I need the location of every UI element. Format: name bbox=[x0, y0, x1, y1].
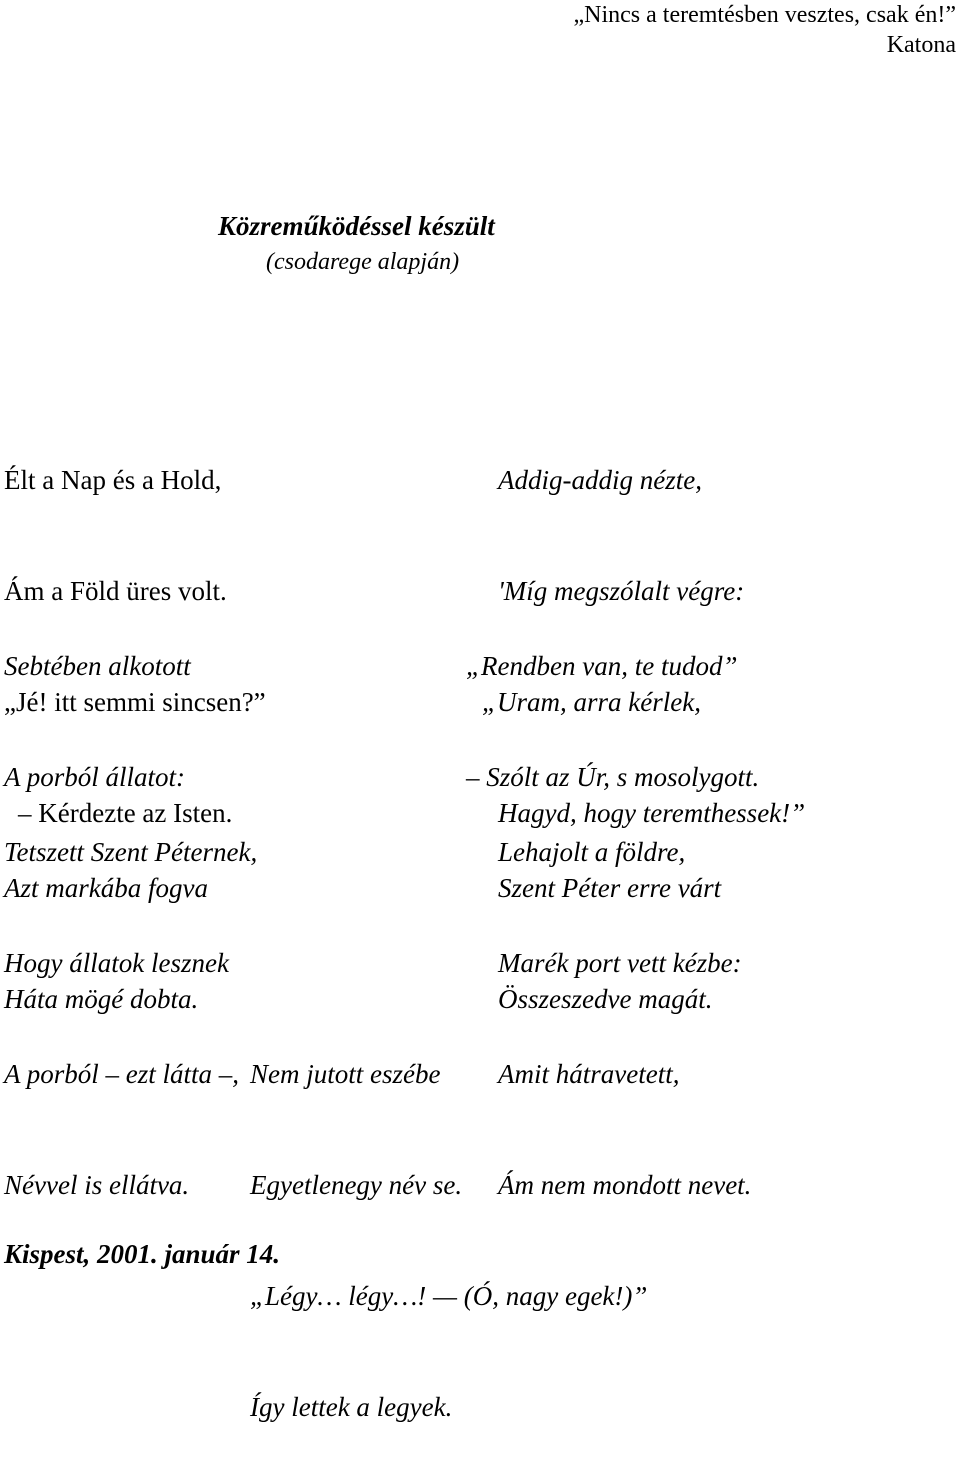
poem-line: Nem jutott eszébe bbox=[250, 1059, 441, 1089]
poem-line: Hogy állatok lesznek bbox=[4, 948, 229, 978]
poem-line: „Jé! itt semmi sincsen?” bbox=[4, 687, 266, 717]
poem-line: – Kérdezte az Isten. bbox=[18, 798, 233, 828]
poem-line: Egyetlenegy név se. bbox=[250, 1170, 463, 1200]
poem-line: Összeszedve magát. bbox=[498, 984, 713, 1014]
poem-line: Ám a Föld üres volt. bbox=[4, 576, 227, 606]
poem-line: „Uram, arra kérlek, bbox=[482, 687, 701, 717]
poem-line: Hagyd, hogy teremthessek!” bbox=[498, 798, 806, 828]
poem-line: – Szólt az Úr, s mosolygott. bbox=[466, 762, 760, 792]
poem-line: Addig-addig nézte, bbox=[498, 465, 702, 495]
poem-line: Szent Péter erre várt bbox=[498, 873, 722, 903]
poem-line: Háta mögé dobta. bbox=[4, 984, 199, 1014]
poem-line: Így lettek a legyek. bbox=[250, 1392, 453, 1422]
poem-line: Marék port vett kézbe: bbox=[498, 948, 742, 978]
poem-line: „Rendben van, te tudod” bbox=[466, 651, 738, 681]
poem-line: Ám nem mondott nevet. bbox=[498, 1170, 752, 1200]
poem-line: Azt markába fogva bbox=[4, 873, 208, 903]
poem-title: Közreműködéssel készült bbox=[218, 211, 495, 241]
poem-line: 'Míg megszólalt végre: bbox=[498, 576, 745, 606]
epigraph-quote: „Nincs a teremtésben vesztes, csak én!” bbox=[573, 2, 956, 28]
poem-line: „Légy… légy…! — (Ó, nagy egek!)” bbox=[250, 1281, 648, 1311]
stanza-final bbox=[250, 982, 647, 1463]
epigraph-author: Katona bbox=[886, 32, 956, 58]
poem-line: Tetszett Szent Péternek, bbox=[4, 837, 258, 867]
stanza-left-3 bbox=[4, 760, 257, 1241]
signature-date: Kispest, 2001. január 14. bbox=[4, 1239, 281, 1269]
poem-subtitle: (csodarege alapján) bbox=[266, 249, 460, 275]
poem-line: A porból – ezt látta –, bbox=[4, 1059, 240, 1089]
poem-line: Élt a Nap és a Hold, bbox=[4, 465, 222, 495]
poem-line: Lehajolt a földre, bbox=[498, 837, 686, 867]
poem-line: Sebtében alkotott bbox=[4, 651, 191, 681]
poem-line: Névvel is ellátva. bbox=[4, 1170, 190, 1200]
poem-line: Amit hátravetett, bbox=[498, 1059, 680, 1089]
poem-line: A porból állatot: bbox=[4, 762, 186, 792]
